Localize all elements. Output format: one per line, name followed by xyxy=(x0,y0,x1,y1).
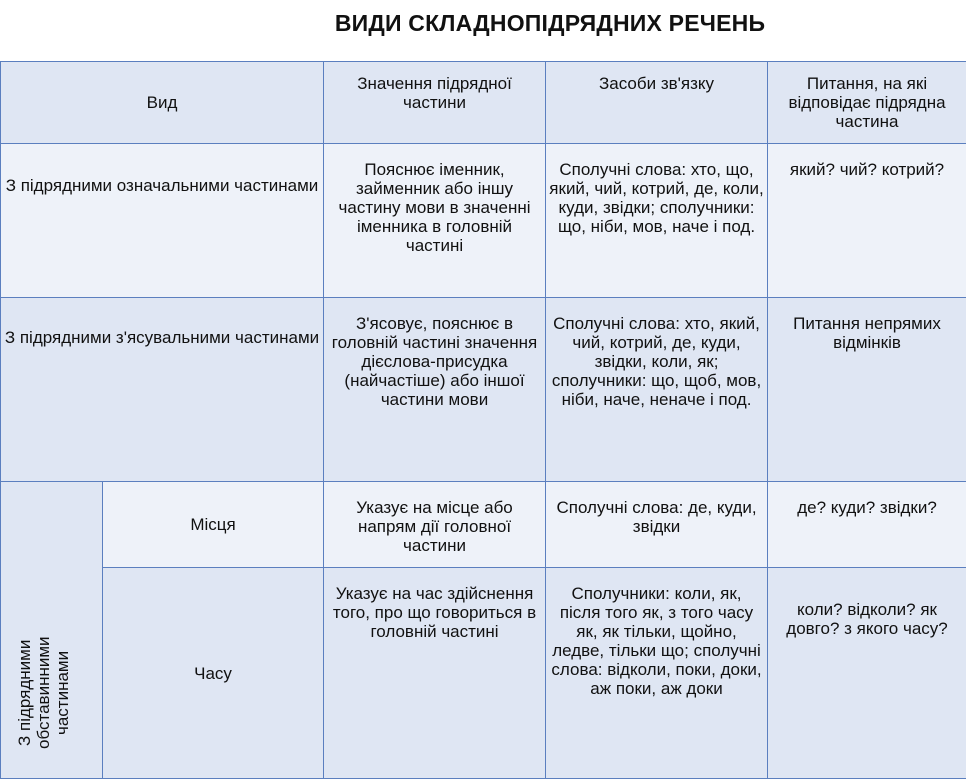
row-adverbial-group xyxy=(1,482,103,779)
header-questions: Питання, на які відповідає підрядна частина xyxy=(768,62,966,144)
row-place-type: Місця xyxy=(103,482,324,568)
table-row-time xyxy=(1,568,966,779)
clauses-table xyxy=(0,61,966,779)
row-explanatory-means: Сполучні слова: хто, який, чий, котрий, де, куди, звідки, коли, як; сполучники: що, щоб, мов, ніби, наче, неначе і под. xyxy=(546,298,768,482)
row-time-means: Сполучники: коли, як, після того як, з того часу як, як тільки, щойно, ледве, тільки що; сполучні слова: відколи, поки, доки, аж поки, аж доки xyxy=(546,568,768,779)
row-time-questions: коли? відколи? як довго? з якого часу? xyxy=(768,568,966,779)
row-attributive-type: З підрядними означальними частинами xyxy=(1,144,324,298)
row-time-type: Часу xyxy=(103,568,324,779)
row-explanatory-type: З підрядними з'ясувальними частинами xyxy=(1,298,324,482)
row-attributive-meaning: Пояснює іменник, займенник або іншу частину мови в значенні іменника в головній частині xyxy=(324,144,546,298)
row-attributive-questions: який? чий? котрий? xyxy=(768,144,966,298)
adverbial-group-label: З підрядними обставинними частинами xyxy=(15,618,72,768)
row-place-means: Сполучні слова: де, куди, звідки xyxy=(546,482,768,568)
row-place-questions: де? куди? звідки? xyxy=(768,482,966,568)
header-row xyxy=(1,62,966,144)
table-row-place xyxy=(1,482,966,568)
page-title: ВИДИ СКЛАДНОПІДРЯДНИХ РЕЧЕНЬ xyxy=(0,10,966,37)
row-explanatory-questions: Питання непрямих відмінків xyxy=(768,298,966,482)
header-type: Вид xyxy=(1,62,324,144)
row-explanatory-meaning: З'ясовує, пояснює в головній частині значення дієслова-присудка (найчастіше) або іншої частини мови xyxy=(324,298,546,482)
header-meaning: Значення підрядної частини xyxy=(324,62,546,144)
table-row-attributive xyxy=(1,144,966,298)
header-means: Засоби зв'язку xyxy=(546,62,768,144)
row-time-meaning: Указує на час здійснення того, про що говориться в головній частині xyxy=(324,568,546,779)
row-place-meaning: Указує на місце або напрям дії головної частини xyxy=(324,482,546,568)
row-attributive-means: Сполучні слова: хто, що, який, чий, котрий, де, коли, куди, звідки; сполучники: що, ніби, мов, наче і под. xyxy=(546,144,768,298)
table-row-explanatory xyxy=(1,298,966,482)
